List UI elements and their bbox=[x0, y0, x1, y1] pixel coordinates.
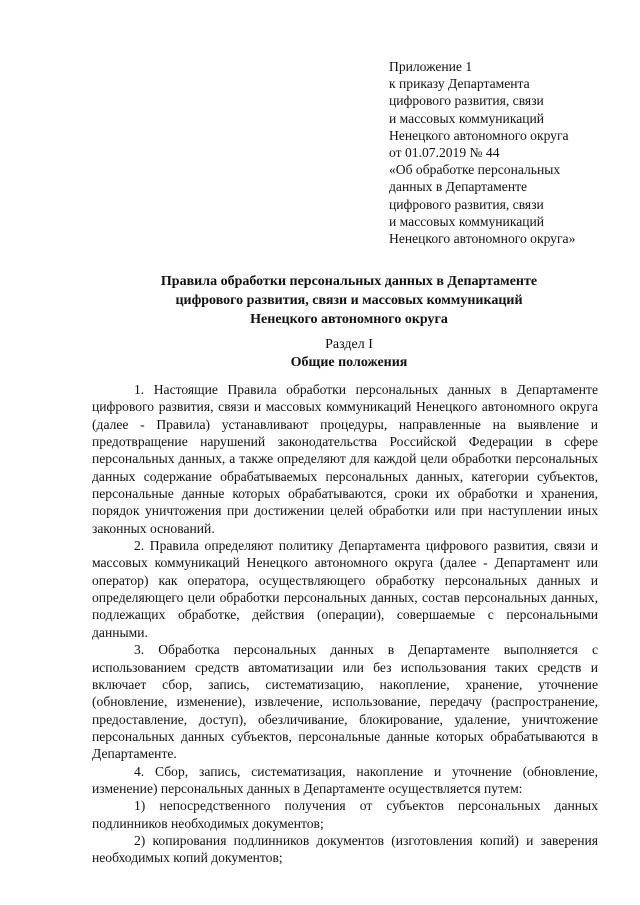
appendix-line: «Об обработке персональных bbox=[389, 162, 561, 178]
paragraph-1: 1. Настоящие Правила обработки персональных данных в Департаменте цифрового развития, связи и массовых коммуникаций Ненецкого автономного округа (далее - Правила) устанавливают процедуры, направленные на выявление и предотвращение нарушений законодательства Российской Федерации в сфере персональных данных, а также определяют для каждой цели обработки персональных данных содержание обрабатываемых персональных данных, категории субъектов, персональные данные которых обрабатываются, сроки их обработки и хранения, порядок уничтожения при достижении целей обработки или при наступлении иных законных оснований. bbox=[92, 382, 598, 536]
section-title: Общие положения bbox=[290, 355, 408, 370]
paragraph-4-item-2: 2) копирования подлинников документов (изготовления копий) и заверения необходимых копий документов; bbox=[92, 832, 598, 866]
title-line: цифрового развития, связи и массовых коммуникаций bbox=[175, 293, 523, 308]
appendix-line: Ненецкого автономного округа bbox=[389, 127, 569, 143]
appendix-line: цифрового развития, связи bbox=[389, 196, 544, 212]
appendix-line: и массовых коммуникаций bbox=[389, 110, 545, 126]
title-line: Ненецкого автономного округа bbox=[250, 312, 448, 327]
title-line: Правила обработки персональных данных в Департаменте bbox=[160, 274, 538, 289]
document-title bbox=[92, 272, 606, 329]
appendix-block bbox=[389, 58, 629, 247]
section-number: Раздел I bbox=[325, 337, 373, 352]
appendix-line: Приложение 1 bbox=[389, 59, 473, 74]
appendix-line: Ненецкого автономного округа» bbox=[389, 231, 576, 247]
appendix-line: данных в Департаменте bbox=[389, 179, 528, 195]
paragraph-4: 4. Сбор, запись, систематизация, накопление и уточнение (обновление, изменение) персональных данных в Департаменте осуществляется путем: bbox=[92, 763, 598, 796]
appendix-line: и массовых коммуникаций bbox=[389, 213, 545, 229]
appendix-line: от 01.07.2019 № 44 bbox=[389, 145, 500, 161]
paragraph-2: 2. Правила определяют политику Департамента цифрового развития, связи и массовых коммуникаций Ненецкого автономного округа (далее - Департамент или оператор) как оператора, осуществляющего обработку персональных данных и определяющего цели обработки персональных данных, состав персональных данных, подлежащих обработке, действия (операции), совершаемые с персональными данными. bbox=[92, 538, 598, 640]
appendix-line: цифрового развития, связи bbox=[389, 93, 544, 109]
document-body bbox=[92, 381, 598, 867]
appendix-line: к приказу Департамента bbox=[389, 76, 530, 92]
paragraph-4-item-1: 1) непосредственного получения от субъектов персональных данных подлинников необходимых документов; bbox=[92, 798, 598, 831]
paragraph-3: 3. Обработка персональных данных в Департаменте выполняется с использованием средств автоматизации или без использования таких средств и включает сбор, запись, систематизацию, накопление, хранение, уточнение (обновление, изменение), извлечение, использование, передачу (распространение, предоставление, доступ), обезличивание, блокирование, удаление, уничтожение персональных данных субъектов, персональные данные которых обрабатываются в Департаменте. bbox=[92, 642, 598, 762]
